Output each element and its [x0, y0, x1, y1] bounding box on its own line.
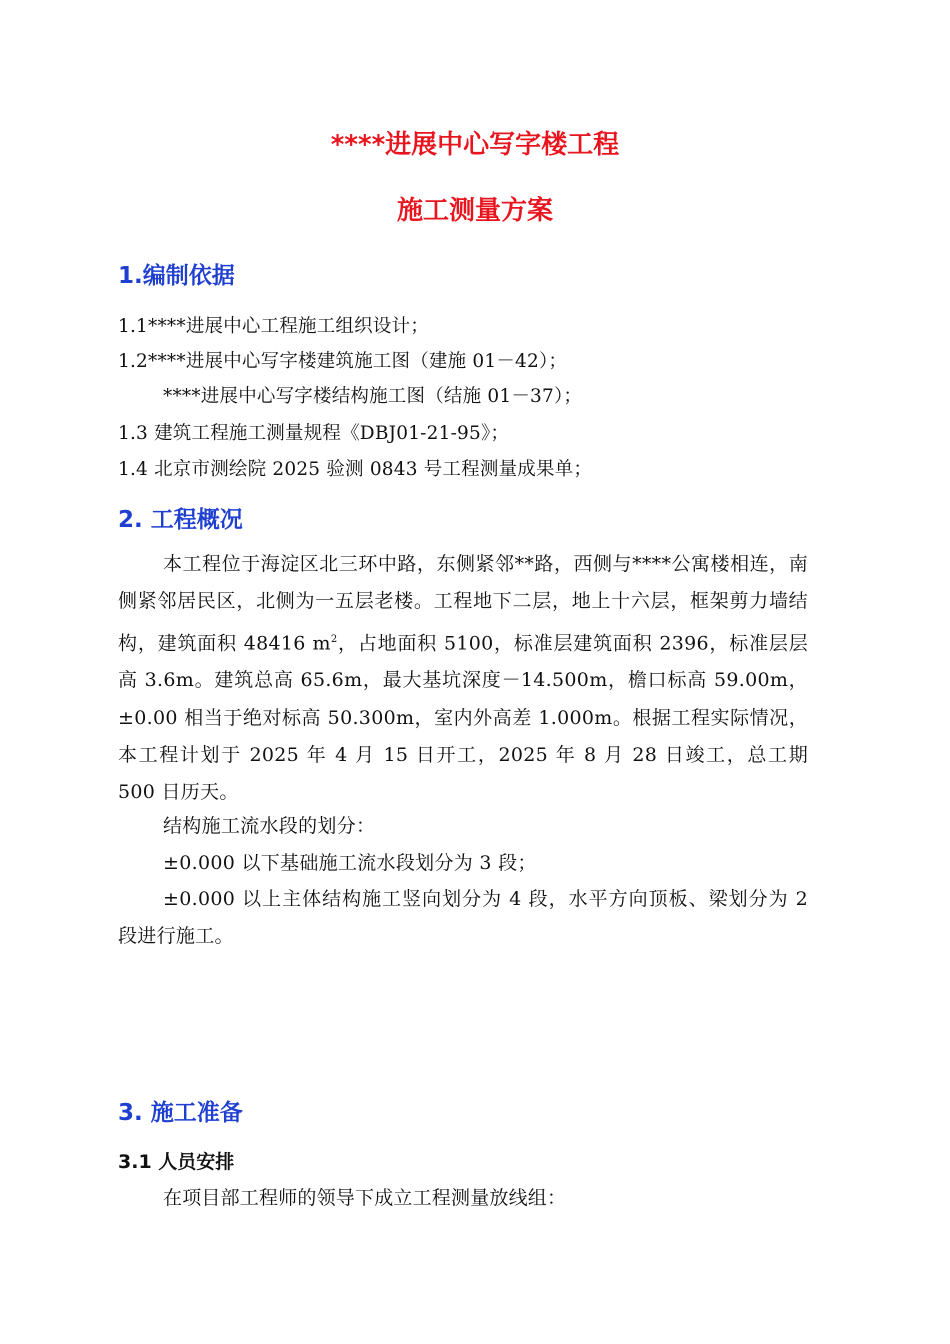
- basis-item-1-2-continued: ****进展中心写字楼结构施工图（结施 01－37）；: [163, 386, 583, 407]
- basis-item-1-2: 1.2****进展中心写字楼建筑施工图（建施 01－42）；: [118, 351, 568, 372]
- flow-division-title: 结构施工流水段的划分：: [163, 815, 376, 837]
- subsection-3-1-heading: 3.1 人员安排: [118, 1151, 235, 1173]
- overview-text-a: 本工程位于海淀区北三环中路，东侧紧邻**路，西侧与****公寓楼相连，南侧紧邻居民区，北侧为一五层老楼。工程地下二层，地上十六层，框架剪力墙结构，建筑面积 48416 m: [118, 553, 808, 654]
- section-1-heading: 1.编制依据: [118, 263, 235, 289]
- section-2-heading: 2. 工程概况: [118, 507, 243, 533]
- subsection-3-1-text: 在项目部工程师的领导下成立工程测量放线组：: [163, 1187, 567, 1209]
- basis-item-1-4: 1.4 北京市测绘院 2025 验测 0843 号工程测量成果单；: [118, 459, 593, 480]
- project-overview-paragraph: [118, 546, 808, 811]
- flow-division-above: ±0.000 以上主体结构施工竖向划分为 4 段，水平方向顶板、梁划分为 2 段进行施工。: [118, 888, 808, 948]
- document-subtitle: 施工测量方案: [396, 196, 553, 226]
- overview-text-b: ，占地面积 5100，标准层建筑面积 2396，标准层层高 3.6m。建筑总高 65.6m，最大基坑深度－14.500m，檐口标高 59.00m，±0.00 相当于绝对标高 50.300m，室内外高差 1.000m。根据工程实际情况，本工程计划于 2025 年 4 月 15 日开工，2025 年 8 月 28 日竣工，总工期 500 日历天。: [118, 631, 808, 804]
- section-3-heading: 3. 施工准备: [118, 1100, 243, 1126]
- document-title: ****进展中心写字楼工程: [330, 130, 620, 160]
- basis-item-1-1: 1.1****进展中心工程施工组织设计；: [118, 316, 429, 337]
- square-meter-superscript: 2: [330, 633, 338, 645]
- basis-item-1-3: 1.3 建筑工程施工测量规程《DBJ01-21-95》；: [118, 423, 510, 444]
- flow-division-below: ±0.000 以下基础施工流水段划分为 3 段；: [163, 852, 537, 874]
